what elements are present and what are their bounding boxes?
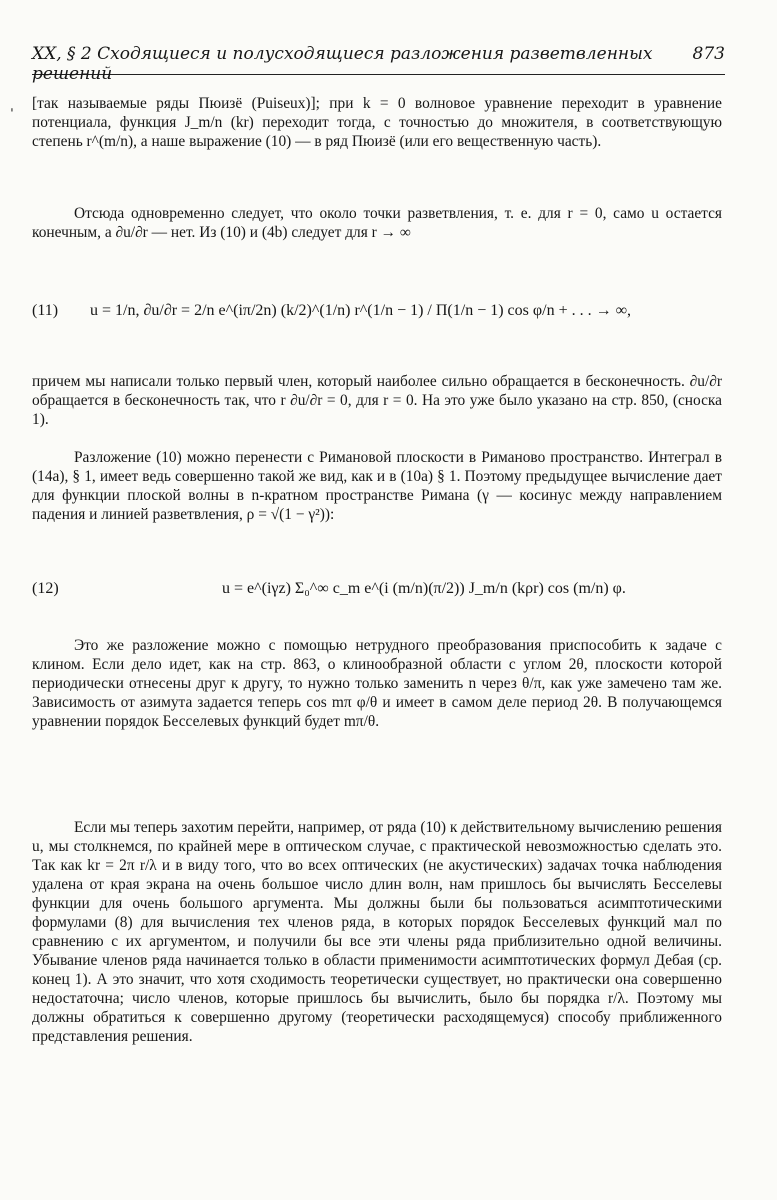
paragraph-2 xyxy=(32,204,722,242)
paragraph-1 xyxy=(32,94,722,151)
header-page-number: 873 xyxy=(692,44,725,64)
equation-11 xyxy=(32,288,722,358)
paragraph-5-text: Это же разложение можно с помощью нетрудного преобразования приспособить к задаче с клином. Если дело идет, как на стр. 863, о клинообразной области с углом 2θ, плоскости которой периодически отнесены друг к другу, то нужно только заменить n через θ/π, как уже замечено там же. Зависимость от азимута задается теперь cos mπ φ/θ и имеет в самом деле период 2θ. В получающемся уравнении порядок Бесселевых функций будет mπ/θ. xyxy=(32,637,722,730)
equation-12 xyxy=(32,570,722,620)
paragraph-6-text: Если мы теперь захотим перейти, например, от ряда (10) к действительному вычислению решения u, мы столкнемся, по крайней мере в оптическом случае, с практической невозможностью сделать это. Так как kr = 2π r/λ и в виду того, что во всех оптических (не акустических) задачах точка наблюдения удалена от края экрана на очень большое число длин волн, нам пришлось бы вычислять Бесселевы функции для очень большого аргумента. Мы должны были бы пользоваться асимптотическими формулами (8) для вычисления тех членов ряда, в которых порядок Бесселевых функций мал по сравнению с их аргументом, и получили бы все эти члены ряда приблизительно одной величины. Убывание членов ряда начинается только в области применимости асимптотических формул Дебая (ср. конец 1). А это значит, что хотя сходимость теоретически существует, но практически она совершенно недостаточна; число членов, которые пришлось бы вычислить, было бы порядка r/λ. Поэтому мы должны обратиться к совершенно другому (теоретически расходящемуся) способу приближенного представления решения. xyxy=(32,819,722,1045)
equation-11-number: (11) xyxy=(32,302,59,319)
paragraph-4 xyxy=(32,448,722,524)
equation-12-number: (12) xyxy=(32,580,59,597)
header-title: XX, § 2 Сходящиеся и полусходящиеся разложения разветвленных решений xyxy=(32,44,653,84)
margin-mark: ˌ xyxy=(10,98,14,114)
running-header xyxy=(32,44,725,84)
paragraph-3 xyxy=(32,372,722,429)
paragraph-5 xyxy=(32,636,722,731)
paragraph-1-text: [так называемые ряды Пюизё (Puiseux)]; при k = 0 волновое уравнение переходит в уравнение потенциала, функция J_m/n (kr) переходит тогда, с точностью до множителя, в соответствующую степень r^(m/n), а наше выражение (10) — в ряд Пюизё (или его вещественную часть). xyxy=(32,95,722,150)
paragraph-4-text: Разложение (10) можно перенести с Римановой плоскости в Риманово пространство. Интеграл в (14a), § 1, имеет ведь совершенно такой же вид, как и в (10a) § 1. Поэтому предыдущее вычисление дает для функции плоской волны в n-кратном пространстве Римана (γ — косинус между направлением падения и линией разветвления, ρ = √(1 − γ²)): xyxy=(32,449,722,523)
paragraph-6 xyxy=(32,818,722,1046)
paragraph-3-text: причем мы написали только первый член, который наиболее сильно обращается в бесконечность. ∂u/∂r обращается в бесконечность так, что r ∂u/∂r = 0, для r = 0. На это уже было указано на стр. 850, (сноска 1). xyxy=(32,373,722,428)
equation-11-body: u = 1/n, ∂u/∂r = 2/n e^(iπ/2n) (k/2)^(1/n) r^(1/n − 1) / Π(1/n − 1) cos φ/n + . . . → ∞, xyxy=(90,302,631,319)
paragraph-2-text: Отсюда одновременно следует, что около точки разветвления, т. е. для r = 0, само u остается конечным, а ∂u/∂r — нет. Из (10) и (4b) следует для r → ∞ xyxy=(32,205,722,241)
equation-12-body: u = e^(iγz) Σ₀^∞ c_m e^(i (m/n)(π/2)) J_m/n (kρr) cos (m/n) φ. xyxy=(222,580,626,597)
